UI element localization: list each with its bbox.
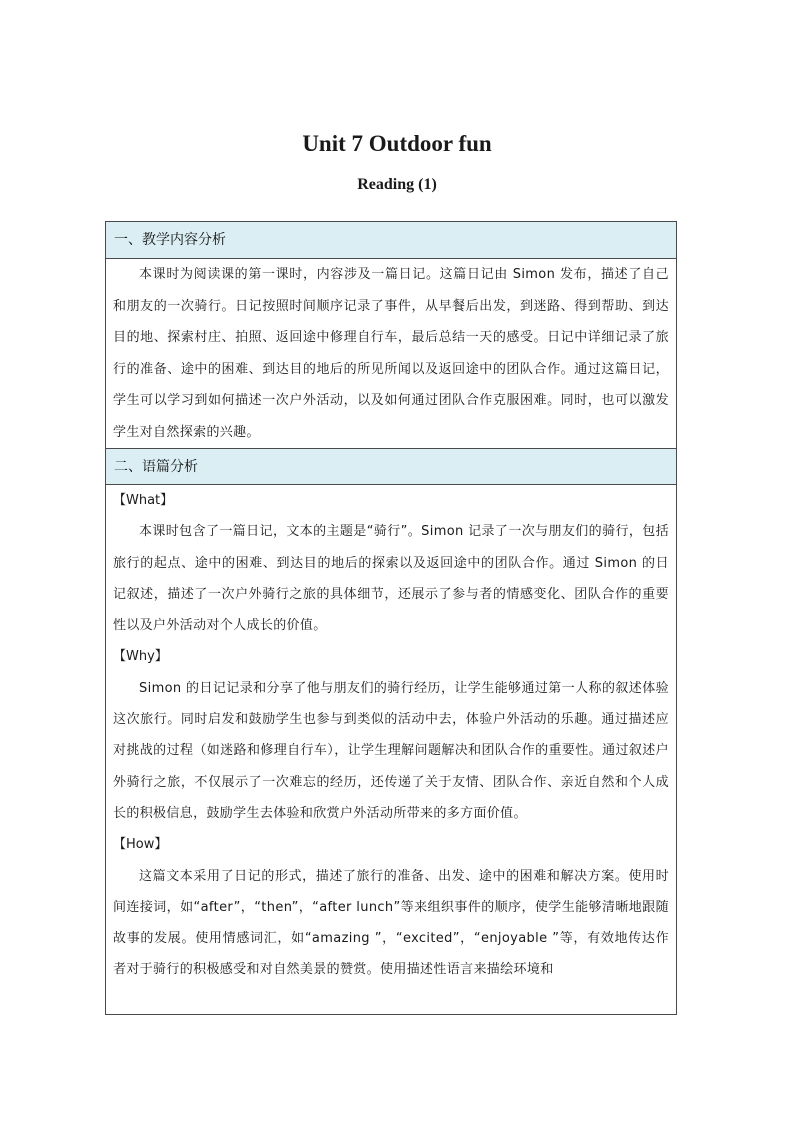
how-label: 【How】 [113, 837, 168, 853]
section-heading-content-analysis: 一、教学内容分析 [106, 222, 676, 259]
how-paragraph: 这篇文本采用了日记的形式，描述了旅行的准备、出发、途中的困难和解决方案。使用时间连接词，如“after”，“then”，“after lunch”等来组织事件的顺序，使学生能够清晰地跟随故事的发展。使用情感词汇，如“amazing ”，“excited”，“enjoyable ”等，有效地传达作者对于骑行的积极感受和对自然美景的赞赏。使用描述性语言来描绘环境和 [113, 868, 669, 978]
what-paragraph: 本课时包含了一篇日记，文本的主题是“骑行”。Simon 记录了一次与朋友们的骑行，包括旅行的起点、途中的困难、到达目的地后的探索以及返回途中的团队合作。通过 Simon 的日记叙述，描述了一次户外骑行之旅的具体细节，还展示了参与者的情感变化、团队合作的重要性以及户外活动对个人成长的价值。 [113, 524, 669, 634]
section-body-content-analysis [106, 259, 676, 448]
page-title: Unit 7 Outdoor fun [302, 131, 492, 156]
section-body-text-analysis [106, 485, 676, 986]
why-paragraph: Simon 的日记记录和分享了他与朋友们的骑行经历，让学生能够通过第一人称的叙述体验这次旅行。同时启发和鼓励学生也参与到类似的活动中去，体验户外活动的乐趣。通过描述应对挑战的过程（如迷路和修理自行车），让学生理解问题解决和团队合作的重要性。通过叙述户外骑行之旅，不仅展示了一次难忘的经历，还传递了关于友情、团队合作、亲近自然和个人成长的积极信息，鼓励学生去体验和欣赏户外活动所带来的多方面价值。 [113, 680, 669, 821]
what-label: 【What】 [113, 493, 174, 508]
lesson-plan-table [105, 221, 677, 1015]
why-label: 【Why】 [113, 649, 168, 665]
section-heading-text-analysis: 二、语篇分析 [106, 448, 676, 485]
content-analysis-paragraph: 本课时为阅读课的第一课时，内容涉及一篇日记。这篇日记由 Simon 发布，描述了自己和朋友的一次骑行。日记按照时间顺序记录了事件，从早餐后出发，到迷路、得到帮助、到达目的地、探索村庄、拍照、返回途中修理自行车，最后总结一天的感受。日记中详细记录了旅行的准备、途中的困难、到达目的地后的所见所闻以及返回途中的团队合作。通过这篇日记，学生可以学习到如何描述一次户外活动，以及如何通过团队合作克服困难。同时，也可以激发学生对自然探索的兴趣。 [113, 267, 669, 440]
page-subtitle: Reading (1) [357, 176, 437, 193]
